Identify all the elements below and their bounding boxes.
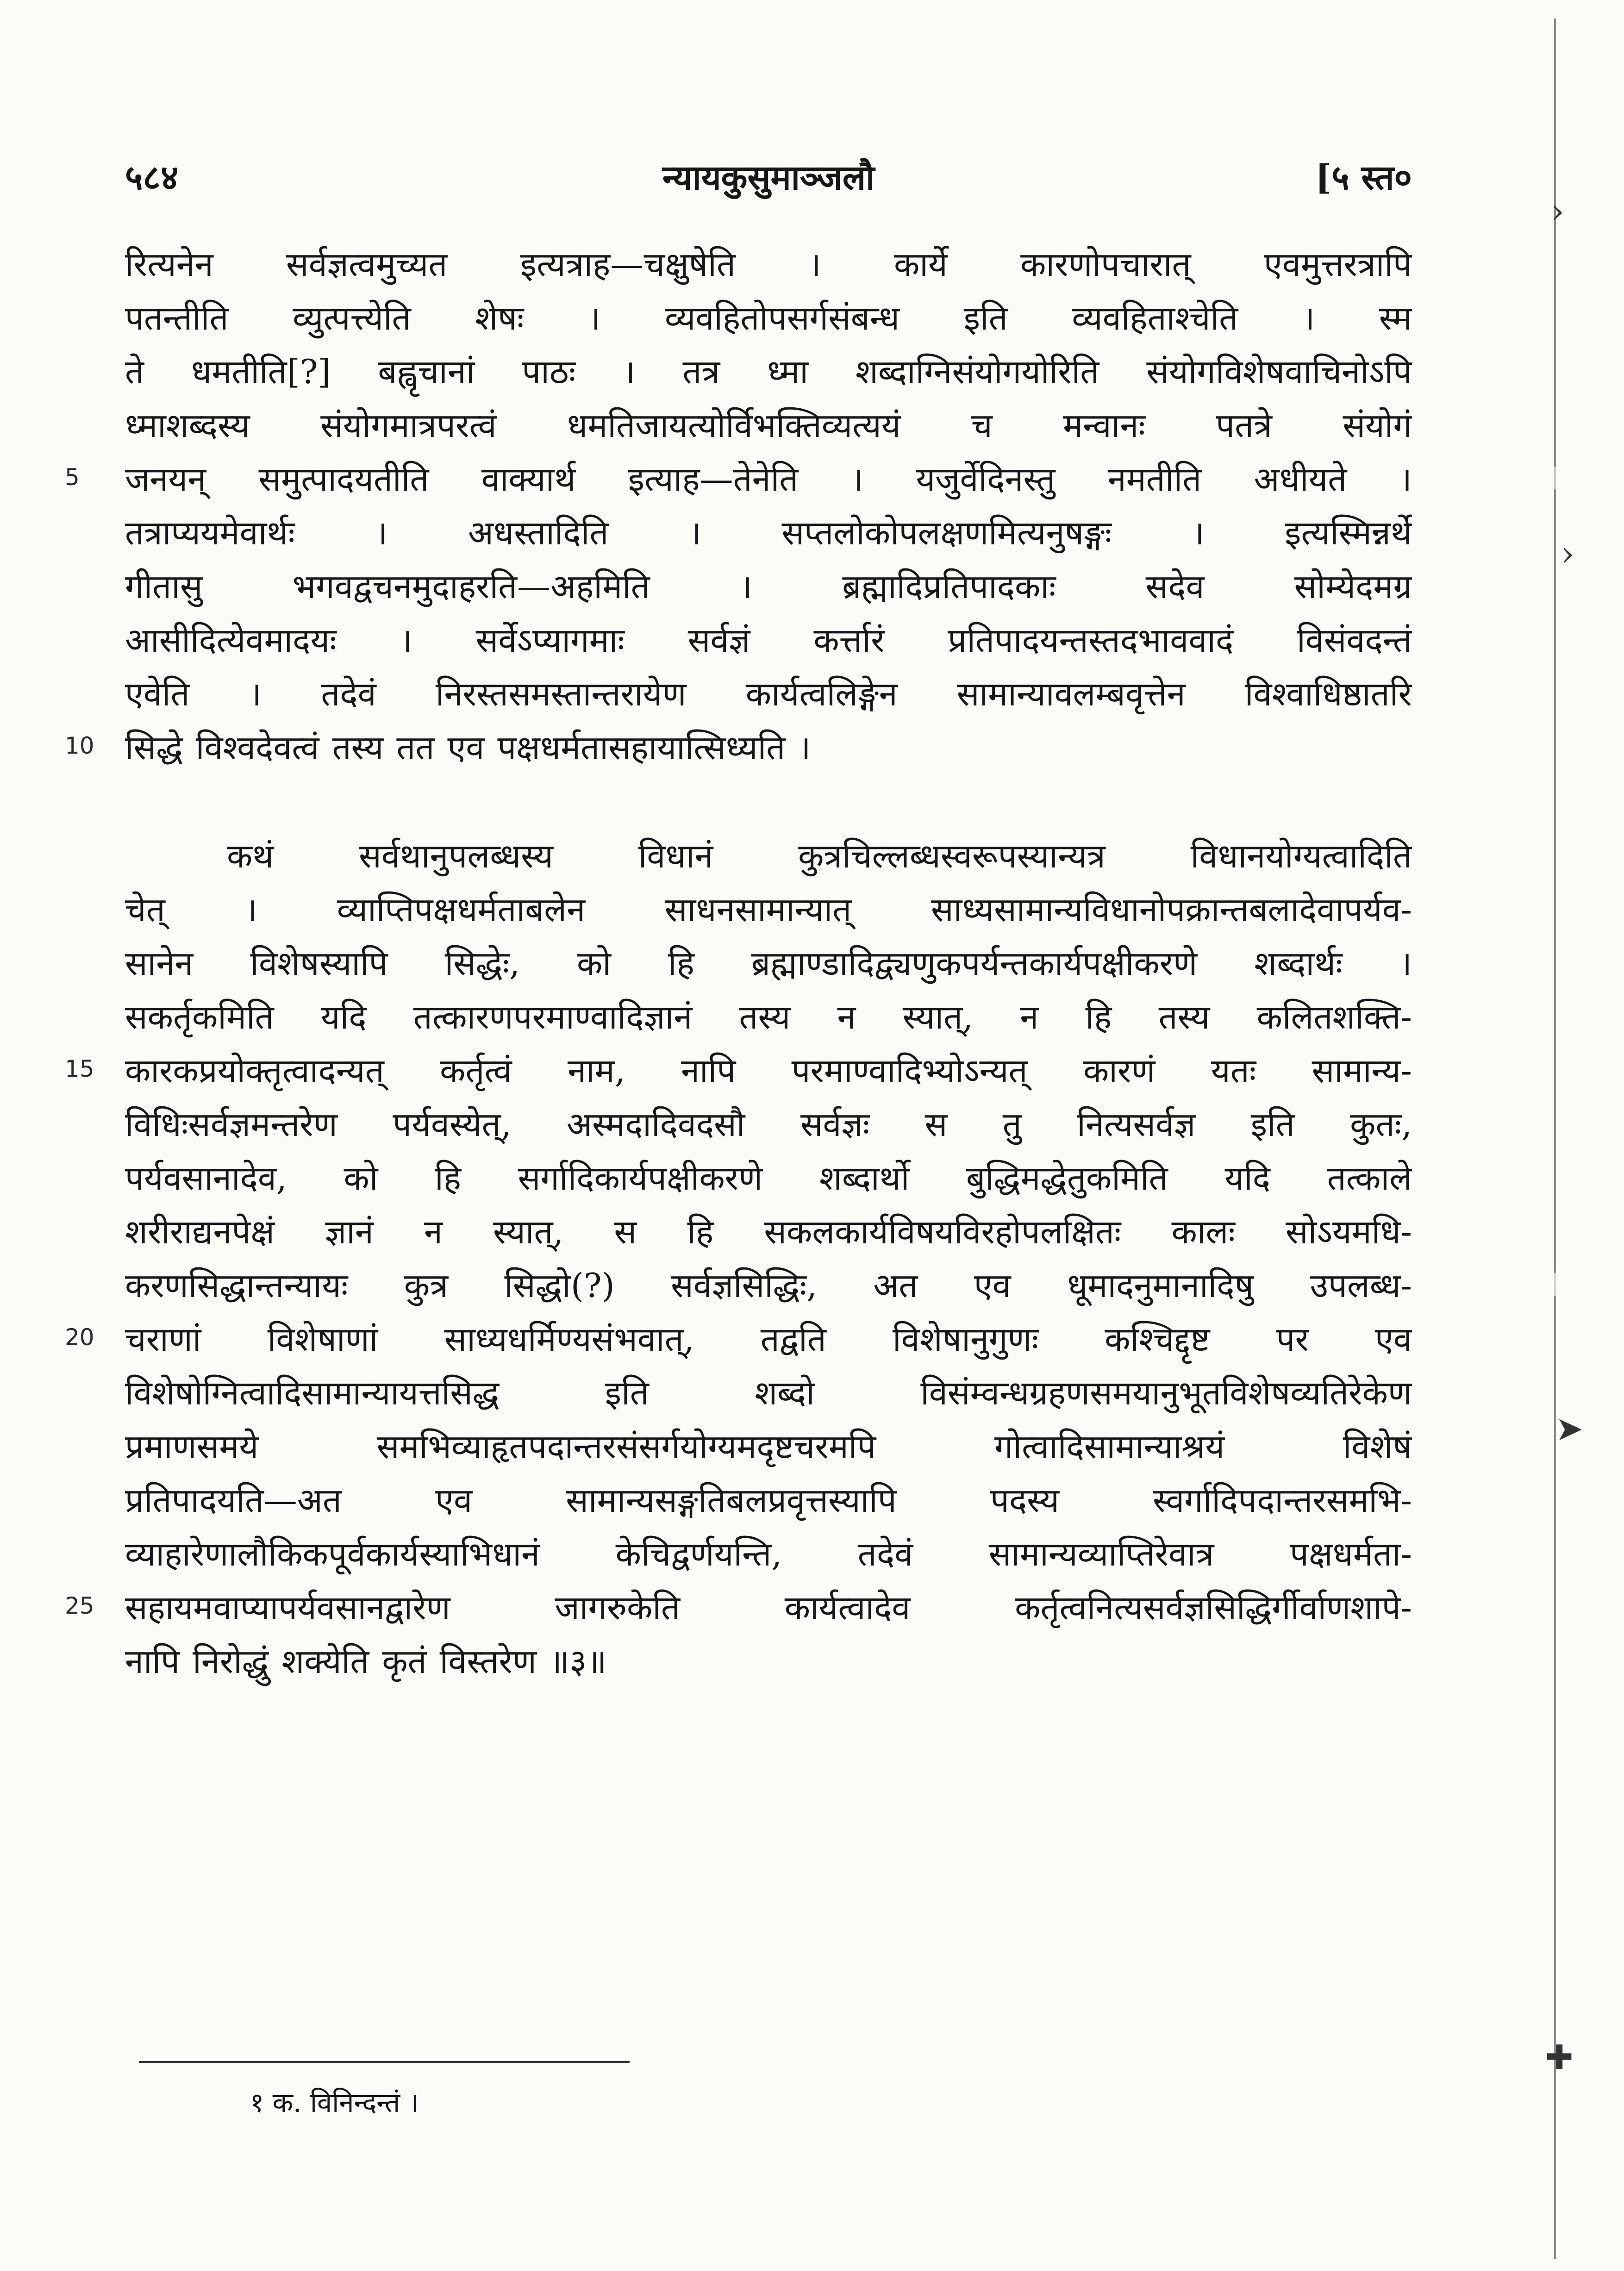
word: न bbox=[424, 1212, 443, 1251]
word: शब्दाग्निसंयोगयोरिति bbox=[855, 352, 1099, 391]
word: । bbox=[808, 245, 821, 284]
word: कारकप्रयोक्तृत्वादन्यत् bbox=[125, 1051, 384, 1090]
word: सप्तलोकोपलक्षणमित्यनुषङ्गः bbox=[781, 513, 1112, 552]
word: । bbox=[1192, 513, 1205, 552]
word: । bbox=[244, 890, 257, 929]
text-line bbox=[125, 294, 1412, 348]
word: कालः bbox=[1171, 1212, 1235, 1251]
word: । bbox=[1399, 460, 1412, 499]
margin-cross-mark: ✚ bbox=[1545, 2038, 1574, 2077]
word: पतत्रे bbox=[1216, 406, 1272, 445]
word: सर्वज्ञत्वमुच्यत bbox=[286, 245, 448, 284]
margin-arrow-mark: ➤ bbox=[1555, 1409, 1584, 1448]
word: स bbox=[614, 1212, 637, 1251]
word: पतन्तीति bbox=[125, 299, 229, 337]
word: नित्यसर्वज्ञ bbox=[1077, 1105, 1196, 1144]
word: सकलकार्यविषयविरहोपलक्षितः bbox=[764, 1212, 1121, 1251]
word: तदेवं bbox=[321, 674, 376, 713]
word: नापि bbox=[681, 1051, 736, 1090]
word: हि bbox=[687, 1212, 714, 1251]
word: कुत्रचिल्लब्धस्वरूपस्यान्यत्र bbox=[798, 836, 1106, 875]
word: तत bbox=[396, 728, 435, 767]
word: संयोगमात्रपरत्वं bbox=[320, 406, 497, 445]
word: कथं bbox=[227, 836, 274, 875]
word: सानेन bbox=[125, 944, 194, 983]
word: प्रतिपादयन्तस्तदभाववादं bbox=[948, 621, 1234, 660]
text-line bbox=[125, 670, 1412, 724]
text-line bbox=[125, 617, 1412, 670]
text-line bbox=[125, 1584, 1412, 1638]
word: परमाण्वादिभ्योऽन्यत् bbox=[791, 1051, 1028, 1090]
word: विस्तरेण bbox=[439, 1642, 537, 1681]
word: तद्वति bbox=[760, 1320, 826, 1359]
word: इति bbox=[1250, 1105, 1295, 1144]
text-line bbox=[125, 1638, 1412, 1691]
word: यतः bbox=[1211, 1051, 1256, 1090]
text-line bbox=[125, 1262, 1412, 1316]
word: । bbox=[688, 513, 702, 552]
word: धमतीति[?] bbox=[191, 352, 331, 391]
word: नापि bbox=[125, 1642, 180, 1681]
word: ध्माशब्दस्य bbox=[125, 406, 250, 445]
word: कश्चिद्दृष्ट bbox=[1105, 1320, 1210, 1359]
word: कर्तृत्वं bbox=[440, 1051, 512, 1090]
text-line bbox=[125, 724, 1412, 778]
word: तस्य bbox=[739, 998, 791, 1036]
word: सामान्यव्याप्तिरेवात्र bbox=[988, 1535, 1214, 1573]
text-line bbox=[125, 455, 1412, 509]
word: कृतं bbox=[382, 1642, 427, 1681]
word: शक्येति bbox=[281, 1642, 369, 1681]
word: व्याप्तिपक्षधर्मताबलेन bbox=[337, 890, 586, 929]
text-line bbox=[125, 940, 1412, 993]
word: सामान्यावलम्बवृत्तेन bbox=[956, 674, 1186, 713]
text-line bbox=[125, 1208, 1412, 1262]
word: भगवद्वचनमुदाहरति—अहमिति bbox=[292, 567, 650, 606]
word: धूमादनुमानादिषु bbox=[1067, 1266, 1254, 1305]
word: कर्त्तारं bbox=[813, 621, 885, 660]
word: निरस्तसमस्तान्तरायेण bbox=[435, 674, 687, 713]
word: जनयन् bbox=[125, 460, 206, 499]
word: स्म bbox=[1379, 299, 1412, 337]
word: । bbox=[400, 621, 412, 660]
word: सहायमवाप्यापर्यवसानद्वारेण bbox=[125, 1588, 450, 1627]
word: मन्वानः bbox=[1063, 406, 1145, 445]
word: शेषः bbox=[475, 299, 524, 337]
word: पदस्य bbox=[990, 1481, 1059, 1520]
word: को bbox=[344, 1159, 378, 1198]
word: तत्र bbox=[682, 352, 720, 391]
page-header bbox=[125, 153, 1412, 204]
word: एवेति bbox=[125, 674, 190, 713]
word: बुद्धिमद्धेतुकमिति bbox=[966, 1159, 1168, 1198]
word: हि bbox=[668, 944, 694, 983]
word: प्रमाणसमये bbox=[125, 1427, 259, 1466]
word: । bbox=[588, 299, 601, 337]
word: कुत्र bbox=[404, 1266, 448, 1305]
line-number: 10 bbox=[65, 732, 94, 759]
word: कार्ये bbox=[894, 245, 948, 284]
word: तत्कारणपरमाण्वादिज्ञानं bbox=[413, 998, 693, 1036]
margin-tick-mark: › bbox=[1551, 192, 1564, 231]
word: पक्षधर्मतासहायात्सिध्यति bbox=[497, 728, 786, 767]
word: कर्तृत्वनित्यसर्वज्ञसिद्धिर्गीर्वाणशापे- bbox=[1015, 1588, 1412, 1627]
word: इति bbox=[963, 299, 1008, 337]
word: विधानयोग्यत्वादिति bbox=[1190, 836, 1412, 875]
word: कार्यत्वलिङ्गेन bbox=[745, 674, 898, 713]
margin-round-mark: › bbox=[1561, 534, 1574, 573]
word: रित्यनेन bbox=[125, 245, 213, 284]
word: पर bbox=[1276, 1320, 1309, 1359]
word: सिद्धे bbox=[125, 728, 183, 767]
line-number: 25 bbox=[65, 1592, 94, 1619]
word: सिद्धो(?) bbox=[504, 1266, 615, 1305]
word: सर्वथानुपलब्धस्य bbox=[359, 836, 553, 875]
word: । bbox=[798, 728, 811, 767]
word: ॥३॥ bbox=[549, 1642, 607, 1681]
word: निरोद्धुं bbox=[193, 1642, 269, 1681]
word: करणसिद्धान्तन्यायः bbox=[125, 1266, 348, 1305]
word: विशेषानुगुणः bbox=[893, 1320, 1039, 1359]
text-line bbox=[227, 832, 1412, 886]
word: सोऽयमधि- bbox=[1285, 1212, 1412, 1251]
word: ब्रह्मादिप्रतिपादकाः bbox=[842, 567, 1056, 606]
word: अस्मदादिवदसौ bbox=[567, 1105, 745, 1144]
word: तस्य bbox=[332, 728, 384, 767]
footnote: १ क. विनिन्दन्तं । bbox=[250, 2087, 419, 2118]
text-line bbox=[125, 241, 1412, 294]
word: विश्वाधिष्ठातरि bbox=[1244, 674, 1412, 713]
word: इति bbox=[605, 1373, 649, 1412]
word: समभिव्याहृतपदान्तरसंसर्गयोग्यमदृष्टचरमपि bbox=[376, 1427, 876, 1466]
word: कलितशक्ति- bbox=[1256, 998, 1412, 1036]
text-line bbox=[125, 1154, 1412, 1208]
word: वाक्यार्थ bbox=[481, 460, 576, 499]
running-title: न्यायकुसुमाञ्जलौ bbox=[662, 158, 875, 198]
word: विसंवदन्तं bbox=[1297, 621, 1412, 660]
word: तत्काले bbox=[1327, 1159, 1412, 1198]
word: एवमुत्तरत्रापि bbox=[1263, 245, 1412, 284]
word: न bbox=[837, 998, 856, 1036]
word: सामान्यसङ्गतिबलप्रवृत्तस्यापि bbox=[566, 1481, 897, 1520]
word: विशेषोग्नित्वादिसामान्यायत्तसिद्ध bbox=[125, 1373, 500, 1412]
word: स्यात्, bbox=[493, 1212, 564, 1251]
word: बह्वृचानां bbox=[378, 352, 475, 391]
word: च bbox=[971, 406, 993, 445]
word: चराणां bbox=[125, 1320, 201, 1359]
word: सर्वज्ञं bbox=[687, 621, 750, 660]
text-line bbox=[125, 1101, 1412, 1154]
text-line bbox=[125, 402, 1412, 455]
word: एव bbox=[974, 1266, 1011, 1305]
word: तस्य bbox=[1158, 998, 1210, 1036]
word: पर्यवस्येत्, bbox=[393, 1105, 512, 1144]
text-line bbox=[125, 509, 1412, 563]
word: सदेव bbox=[1145, 567, 1205, 606]
word: ब्रह्माण्डादिद्व्यणुकपर्यन्तकार्यपक्षीकरणे bbox=[751, 944, 1198, 983]
word: धमतिजायत्योर्विभक्तिव्यत्ययं bbox=[567, 406, 901, 445]
word: । bbox=[375, 513, 388, 552]
word: पाठः bbox=[522, 352, 576, 391]
word: हि bbox=[1085, 998, 1112, 1036]
word: तत्राप्ययमेवार्थः bbox=[125, 513, 295, 552]
word: विशेषस्यापि bbox=[250, 944, 388, 983]
word: जागरुकेति bbox=[555, 1588, 681, 1627]
word: । bbox=[249, 674, 262, 713]
word: एव bbox=[1375, 1320, 1412, 1359]
word: शब्दो bbox=[755, 1373, 815, 1412]
word: कारणोपचारात् bbox=[1020, 245, 1191, 284]
word: एव bbox=[435, 1481, 472, 1520]
word: तु bbox=[1002, 1105, 1022, 1144]
word: सोम्येदमग्र bbox=[1294, 567, 1412, 606]
word: गीतासु bbox=[125, 567, 203, 606]
text-line bbox=[125, 1530, 1412, 1584]
word: विशेषं bbox=[1343, 1427, 1412, 1466]
word: एव bbox=[447, 728, 485, 767]
word: सर्गादिकार्यपक्षीकरणे bbox=[518, 1159, 763, 1198]
text-line bbox=[125, 1047, 1412, 1101]
word: चेत् bbox=[125, 890, 165, 929]
word: इत्यस्मिन्नर्थे bbox=[1285, 513, 1412, 552]
word: । bbox=[850, 460, 863, 499]
word: प्रतिपादयति—अत bbox=[125, 1481, 342, 1520]
word: इत्याह—तेनेति bbox=[628, 460, 799, 499]
text-line bbox=[125, 886, 1412, 940]
text-line bbox=[125, 993, 1412, 1047]
word: व्युत्पत्त्येति bbox=[293, 299, 411, 337]
word: व्यवहिताश्चेति bbox=[1072, 299, 1238, 337]
word: विसंम्वन्धग्रहणसमयानुभूतविशेषव्यतिरेकेण bbox=[920, 1373, 1412, 1412]
word: अत bbox=[873, 1266, 918, 1305]
word: सर्वज्ञसिद्धिः, bbox=[671, 1266, 817, 1305]
word: शब्दार्थः bbox=[1254, 944, 1343, 983]
word: । bbox=[623, 352, 636, 391]
word: तदेवं bbox=[857, 1535, 913, 1573]
word: को bbox=[576, 944, 611, 983]
word: न bbox=[1020, 998, 1039, 1036]
word: कार्यत्वादेव bbox=[784, 1588, 911, 1627]
line-number: 5 bbox=[65, 464, 80, 491]
word: । bbox=[739, 567, 753, 606]
word: नाम, bbox=[568, 1051, 625, 1090]
word: व्याहारेणालौकिकपूर्वकार्यस्याभिधानं bbox=[125, 1535, 540, 1573]
word: यदि bbox=[320, 998, 367, 1036]
word: शब्दार्थो bbox=[819, 1159, 910, 1198]
word: सामान्य- bbox=[1312, 1051, 1412, 1090]
word: विधानं bbox=[638, 836, 713, 875]
word: ते bbox=[125, 352, 144, 391]
word: उपलब्ध- bbox=[1310, 1266, 1412, 1305]
word: ज्ञानं bbox=[325, 1212, 374, 1251]
word: नमतीति bbox=[1107, 460, 1202, 499]
word: सकर्तृकमिति bbox=[125, 998, 274, 1036]
word: केचिद्वर्णयन्ति, bbox=[615, 1535, 782, 1573]
page-binding-margin-line bbox=[1554, 19, 1556, 2259]
word: कारणं bbox=[1083, 1051, 1156, 1090]
word: सिद्धेः, bbox=[444, 944, 520, 983]
word: विशेषाणां bbox=[267, 1320, 378, 1359]
footnote-divider bbox=[139, 2061, 630, 2063]
word: पर्यवसानादेव, bbox=[125, 1159, 287, 1198]
word: संयोगं bbox=[1343, 406, 1412, 445]
word: । bbox=[1302, 299, 1315, 337]
word: स bbox=[924, 1105, 948, 1144]
word: आसीदित्येवमादयः bbox=[125, 621, 337, 660]
word: विश्वदेवत्वं bbox=[195, 728, 319, 767]
text-line bbox=[125, 1477, 1412, 1530]
text-line bbox=[125, 563, 1412, 617]
word: स्वर्गादिपदान्तरसमभि- bbox=[1153, 1481, 1412, 1520]
word: साध्यसामान्यविधानोपक्रान्तबलादेवापर्यव- bbox=[931, 890, 1412, 929]
word: यजुर्वेदिनस्तु bbox=[916, 460, 1056, 499]
text-line bbox=[125, 1316, 1412, 1369]
line-number: 15 bbox=[65, 1055, 94, 1082]
word: ध्मा bbox=[767, 352, 808, 391]
word: । bbox=[1399, 944, 1412, 983]
word: स्यात्, bbox=[902, 998, 974, 1036]
word: शरीराद्यनपेक्षं bbox=[125, 1212, 275, 1251]
text-line bbox=[125, 1369, 1412, 1423]
text-line bbox=[125, 348, 1412, 402]
word: यदि bbox=[1224, 1159, 1270, 1198]
line-number: 20 bbox=[65, 1324, 94, 1351]
word: साधनसामान्यात् bbox=[664, 890, 852, 929]
word: समुत्पादयतीति bbox=[258, 460, 429, 499]
page-number: ५८४ bbox=[125, 158, 179, 198]
word: पक्षधर्मता- bbox=[1290, 1535, 1412, 1573]
word: साध्यधर्मिण्यसंभवात्, bbox=[444, 1320, 694, 1359]
text-line bbox=[125, 1423, 1412, 1477]
word: विधिःसर्वज्ञमन्तरेण bbox=[125, 1105, 337, 1144]
word: गोत्वादिसामान्याश्रयं bbox=[994, 1427, 1225, 1466]
word: संयोगविशेषवाचिनोऽपि bbox=[1146, 352, 1412, 391]
word: सर्वज्ञः bbox=[800, 1105, 870, 1144]
word: इत्यत्राह—चक्षुषेति bbox=[520, 245, 736, 284]
word: अधीयते bbox=[1254, 460, 1347, 499]
section-marker: [५ स्त० bbox=[1315, 158, 1412, 198]
word: सर्वेऽप्यागमाः bbox=[475, 621, 625, 660]
word: हि bbox=[435, 1159, 462, 1198]
word: व्यवहितोपसर्गसंबन्ध bbox=[664, 299, 900, 337]
word: कुतः, bbox=[1350, 1105, 1412, 1144]
word: अधस्तादिति bbox=[468, 513, 609, 552]
